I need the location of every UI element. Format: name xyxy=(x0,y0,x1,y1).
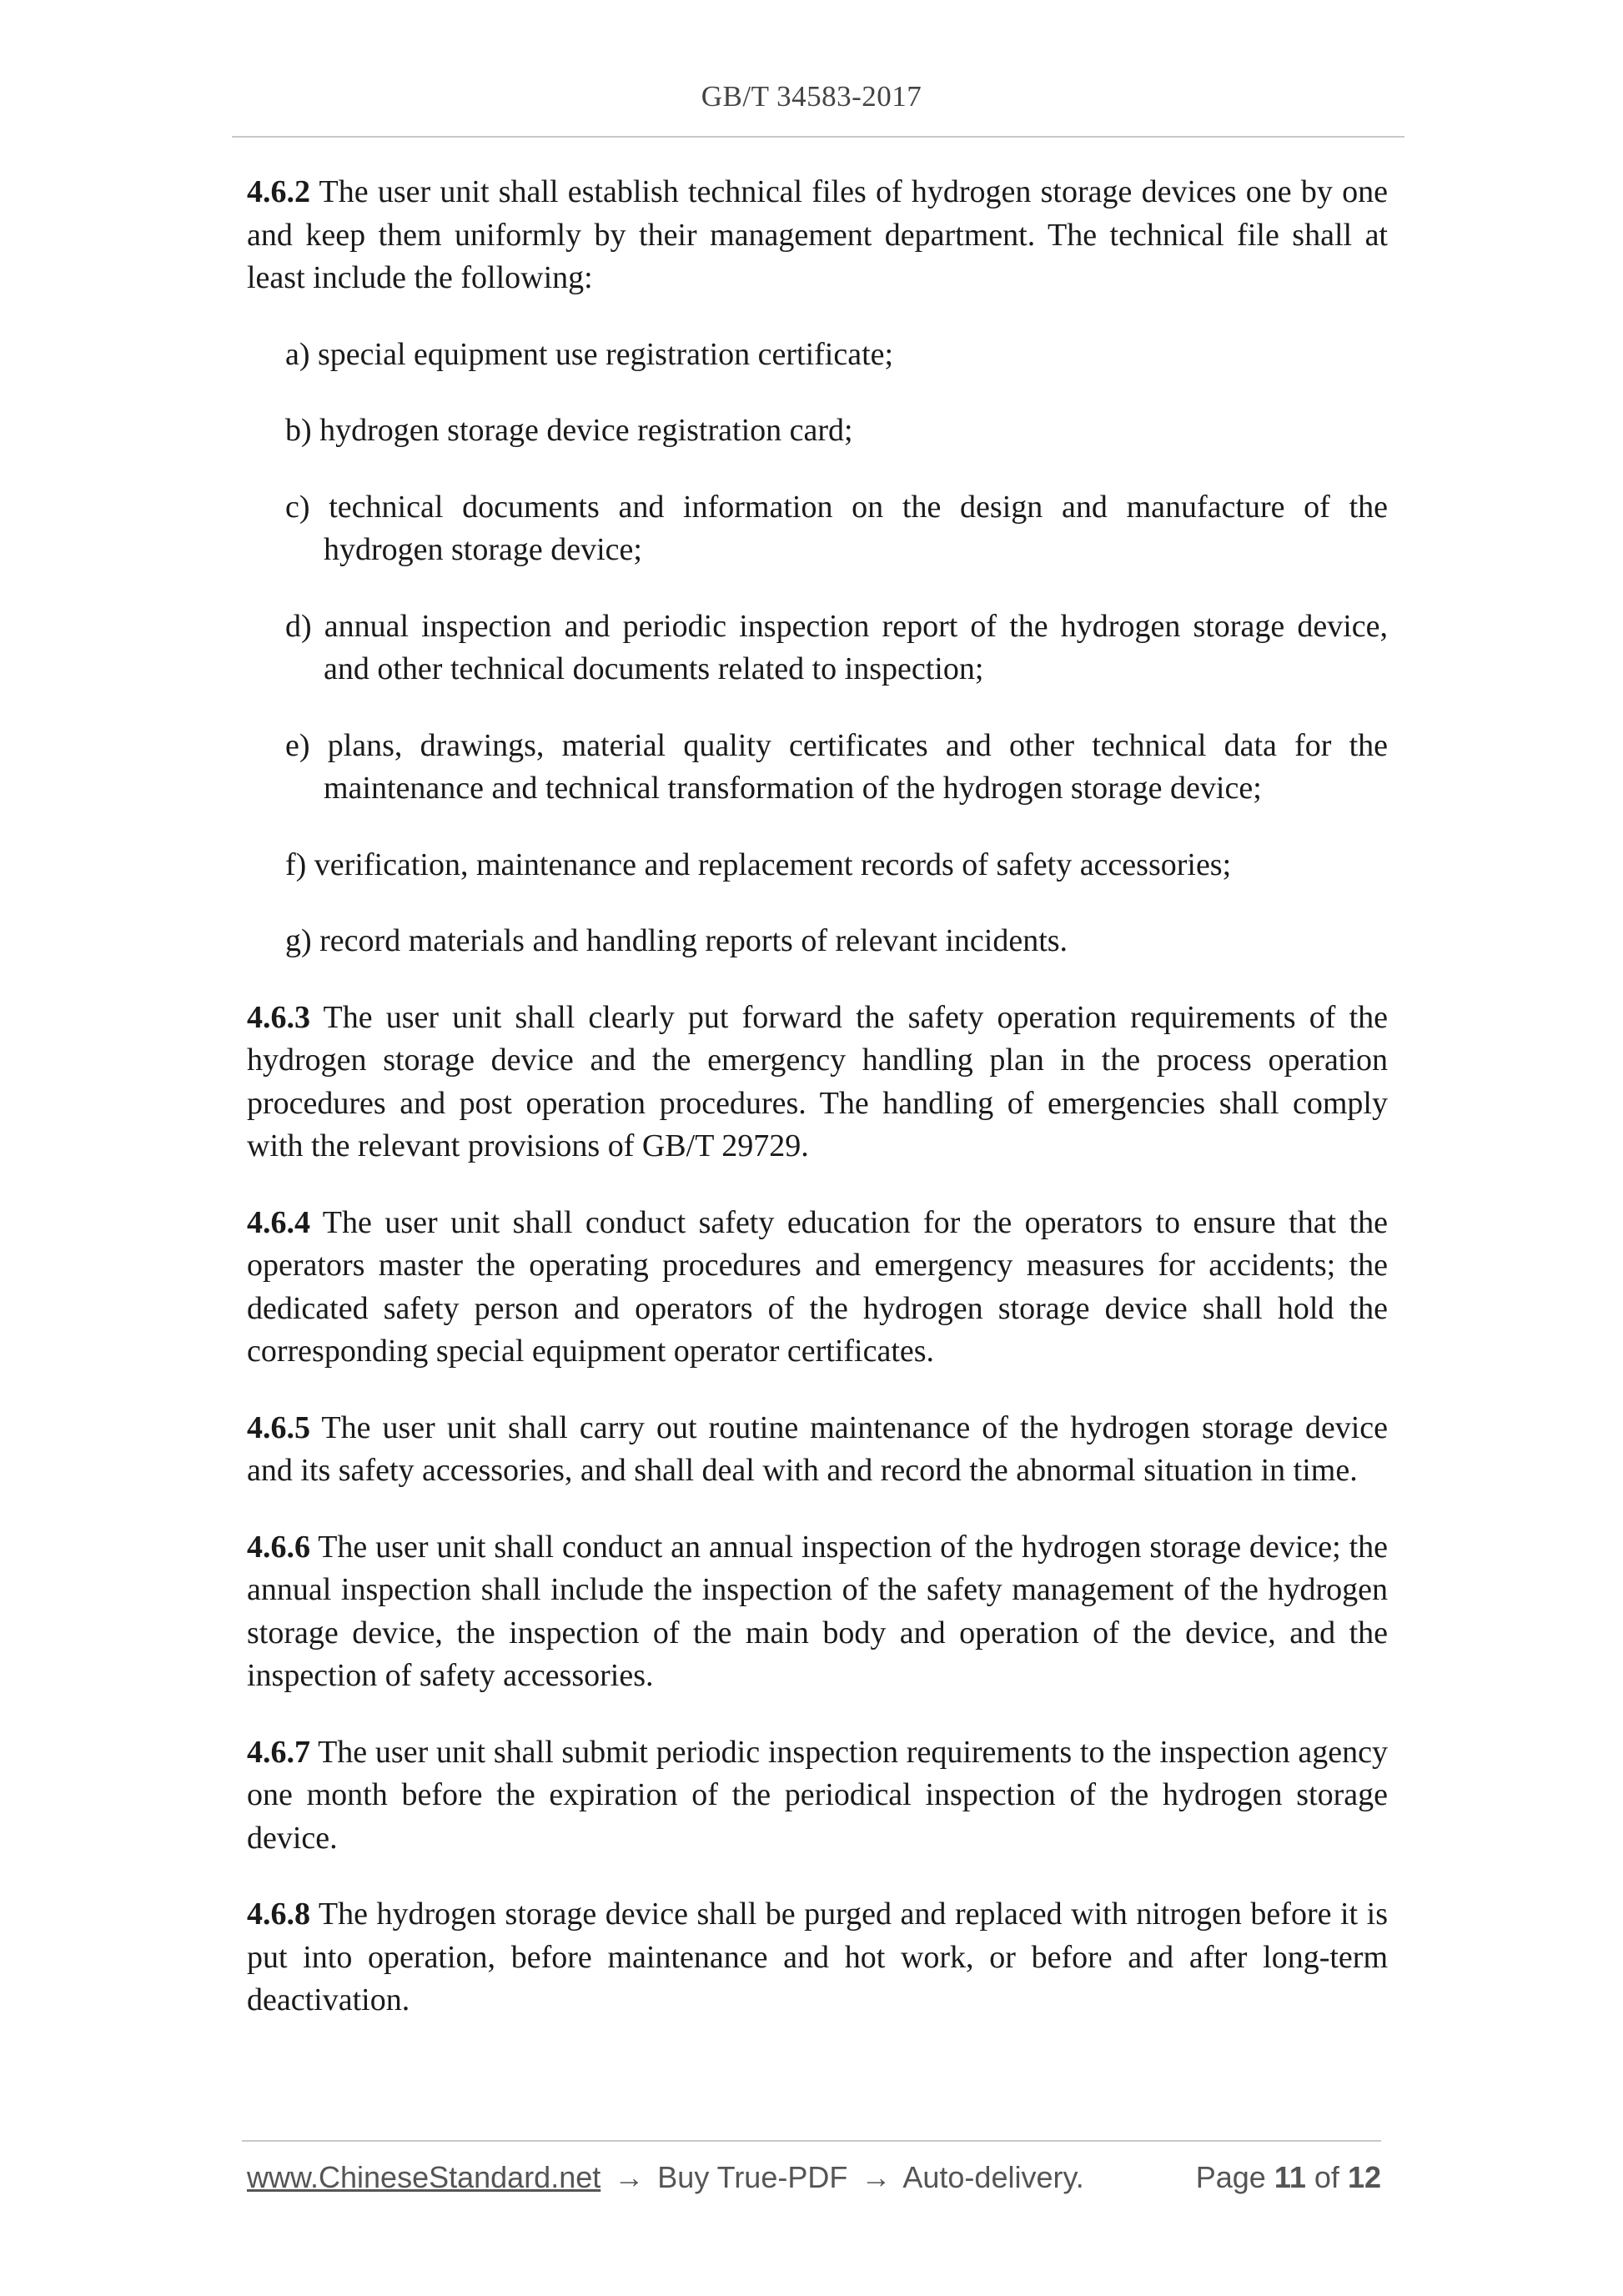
list-item: f) verification, maintenance and replacement records of safety accessories; xyxy=(285,847,1232,882)
list-item: c) technical documents and information on the design and manufacture of the hydrogen storage device; xyxy=(285,489,1388,567)
clause-4-6-4 xyxy=(247,1202,1388,1374)
clause-4-6-3 xyxy=(247,997,1388,1168)
clause-number: 4.6.3 xyxy=(247,999,310,1035)
clause-4-6-5 xyxy=(247,1407,1388,1493)
page-label: Page xyxy=(1195,2160,1266,2194)
clause-text: The user unit shall submit periodic inspection requirements to the inspection agency one month before the expiration of the periodical inspection of the hydrogen storage device. xyxy=(247,1734,1388,1856)
header-divider xyxy=(232,136,1404,138)
clause-number: 4.6.8 xyxy=(247,1897,310,1932)
clause-number: 4.6.5 xyxy=(247,1409,310,1445)
page-current: 11 xyxy=(1274,2160,1306,2194)
standard-code: GB/T 34583-2017 xyxy=(701,80,922,113)
clause-4-6-8 xyxy=(247,1893,1388,2022)
clause-number: 4.6.7 xyxy=(247,1734,310,1770)
clause-4-6-2 xyxy=(247,171,1388,300)
page-of: of xyxy=(1314,2160,1339,2194)
footer-divider xyxy=(242,2140,1381,2142)
technical-file-list xyxy=(247,334,1388,963)
page-indicator xyxy=(1196,2160,1381,2195)
clause-number: 4.6.2 xyxy=(247,174,310,209)
arrow-right-icon: → xyxy=(614,2160,645,2194)
clause-number: 4.6.6 xyxy=(247,1529,310,1565)
clause-4-6-7 xyxy=(247,1731,1388,1861)
clause-4-6-6 xyxy=(247,1526,1388,1698)
clause-text: The user unit shall establish technical files of hydrogen storage devices one by one and keep them uniformly by their management department. The technical file shall at least include the following: xyxy=(247,174,1388,295)
clause-text: The user unit shall clearly put forward the safety operation requirements of the hydrogen storage device and the emergency handling plan in the process operation procedures and post operation procedures. The handling of emergencies shall comply with the relevant provisions of GB/T 29729. xyxy=(247,999,1388,1163)
clause-text: The user unit shall conduct an annual inspection of the hydrogen storage device; the annual inspection shall include the inspection of the safety management of the hydrogen storage device, the inspection of the main body and operation of the device, and the inspection of safety accessories. xyxy=(247,1529,1388,1693)
buy-text: Buy True-PDF xyxy=(657,2160,848,2194)
list-item: a) special equipment use registration certificate; xyxy=(285,336,894,372)
list-item: g) record materials and handling reports of relevant incidents. xyxy=(285,923,1068,958)
clause-text: The hydrogen storage device shall be purged and replaced with nitrogen before it is put into operation, before maintenance and hot work, or before and after long-term deactivation. xyxy=(247,1897,1388,2017)
clause-text: The user unit shall conduct safety education for the operators to ensure that the operators master the operating procedures and emergency measures for accidents; the dedicated safety person and operators of the hydrogen storage device shall hold the corresponding special equipment operator certificates. xyxy=(247,1204,1388,1369)
arrow-right-icon: → xyxy=(861,2160,892,2194)
page-total: 12 xyxy=(1347,2160,1381,2194)
site-link[interactable]: www.ChineseStandard.net xyxy=(247,2160,601,2194)
page-header xyxy=(0,80,1623,113)
delivery-text: Auto-delivery. xyxy=(902,2160,1084,2194)
clause-text: The user unit shall carry out routine maintenance of the hydrogen storage device and its safety accessories, and shall deal with and record the abnormal situation in time. xyxy=(247,1409,1388,1488)
document-body xyxy=(247,171,1388,2056)
list-item: d) annual inspection and periodic inspection report of the hydrogen storage device, and other technical documents related to inspection; xyxy=(285,608,1388,686)
page-footer xyxy=(247,2160,1381,2195)
list-item: e) plans, drawings, material quality certificates and other technical data for the maintenance and technical transformation of the hydrogen storage device; xyxy=(285,727,1388,806)
list-item: b) hydrogen storage device registration card; xyxy=(285,413,853,448)
clause-number: 4.6.4 xyxy=(247,1204,310,1240)
